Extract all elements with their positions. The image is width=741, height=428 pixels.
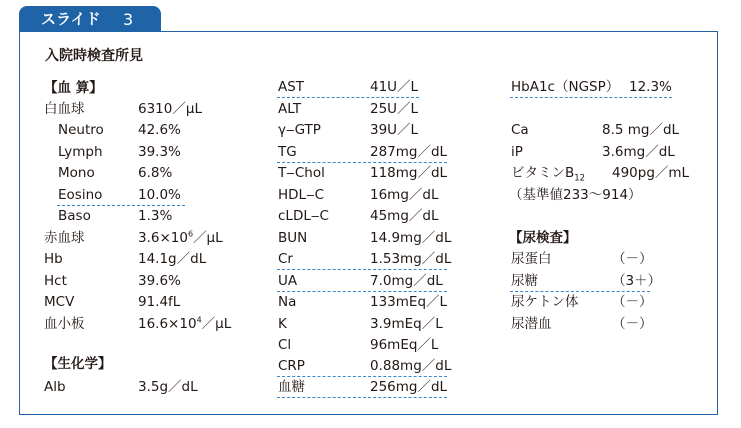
abnormal-underline	[277, 162, 447, 163]
test-name: ALT	[278, 101, 302, 117]
abnormal-underline	[277, 97, 419, 98]
test-name: cLDL‒C	[278, 208, 329, 224]
test-value: 3.6mg／dL	[602, 144, 675, 160]
test-value: 39.3%	[138, 144, 181, 160]
test-value: 1.3%	[138, 208, 173, 224]
test-name: MCV	[44, 294, 75, 310]
blood-count-header: 【血 算】	[44, 80, 103, 96]
test-name: Eosino	[58, 187, 103, 203]
test-name: Cl	[278, 337, 292, 353]
test-value: 39U／L	[370, 122, 419, 138]
test-name: AST	[278, 79, 305, 95]
urinalysis-header: 【尿検査】	[509, 230, 577, 246]
test-name: 血糖	[278, 379, 305, 395]
test-name: Na	[278, 294, 297, 310]
test-name: HbA1c（NGSP）	[511, 79, 620, 95]
test-value: 287mg／dL	[370, 144, 448, 160]
test-name: γ‒GTP	[278, 122, 321, 138]
test-name: Ca	[511, 122, 529, 138]
test-name: TG	[278, 144, 297, 160]
test-value: （3＋）	[612, 273, 662, 289]
test-name: 尿蛋白	[511, 251, 552, 267]
test-name: UA	[278, 273, 298, 289]
test-value: 7.0mg／dL	[370, 273, 443, 289]
test-name: Neutro	[58, 122, 104, 138]
test-name: 白血球	[44, 101, 85, 117]
test-value: 10.0%	[138, 187, 181, 203]
test-value: $16.6\times 10^4/\mu L$	[138, 315, 232, 332]
reference-range: （基準値233～914）	[509, 187, 642, 203]
test-name: Cr	[278, 251, 293, 267]
test-name: Hct	[44, 273, 67, 289]
test-value: 39.6%	[138, 273, 181, 289]
test-name: Hb	[44, 251, 63, 267]
abnormal-underline	[510, 97, 672, 98]
test-name: 尿糖	[511, 273, 538, 289]
abnormal-underline	[277, 376, 447, 377]
test-value: 8.5 mg／dL	[602, 122, 680, 138]
test-name: BUN	[278, 230, 308, 246]
test-value: 118mg／dL	[370, 165, 448, 181]
test-value: 45mg／dL	[370, 208, 439, 224]
test-value: （－）	[612, 251, 653, 267]
abnormal-underline	[277, 397, 447, 398]
test-value: 6310／μL	[138, 101, 202, 117]
test-name: ビタミン$B_{12}$	[511, 165, 586, 184]
test-name: 尿ケトン体	[511, 294, 579, 310]
slide-label: スライド	[41, 10, 101, 28]
test-name: HDL‒C	[278, 187, 325, 203]
test-value: 0.88mg／dL	[370, 358, 452, 374]
test-value: 133mEq／L	[370, 294, 448, 310]
test-value: 41U／L	[370, 79, 419, 95]
test-name: Baso	[58, 208, 91, 224]
test-value: （－）	[612, 294, 653, 310]
test-name: 尿潜血	[511, 316, 552, 332]
test-value: 14.9mg／dL	[370, 230, 452, 246]
test-value: 256mg／dL	[370, 379, 448, 395]
test-value: 12.3%	[629, 79, 672, 95]
slide-number: 3	[123, 10, 134, 29]
test-value: 25U／L	[370, 101, 419, 117]
test-value: 3.9mEq／L	[370, 316, 443, 332]
test-name: T‒Chol	[278, 165, 325, 181]
test-value: 3.5g／dL	[138, 379, 198, 395]
test-value: 6.8%	[138, 165, 173, 181]
abnormal-underline	[57, 205, 185, 206]
abnormal-underline	[277, 291, 447, 292]
slide-tab	[19, 6, 161, 33]
test-value: 1.53mg／dL	[370, 251, 452, 267]
test-name: CRP	[278, 358, 305, 374]
test-value: （－）	[612, 316, 653, 332]
test-name: K	[278, 316, 287, 332]
abnormal-underline	[510, 291, 650, 292]
test-name: Mono	[58, 165, 95, 181]
test-value: 490pg／mL	[612, 165, 690, 181]
test-value: 96mEq／L	[370, 337, 439, 353]
page-title: 入院時検査所見	[45, 48, 143, 64]
test-name: 血小板	[44, 316, 85, 332]
test-name: 赤血球	[44, 230, 85, 246]
biochem-header: 【生化学】	[44, 356, 112, 372]
abnormal-underline	[277, 269, 447, 270]
test-name: iP	[511, 144, 523, 160]
test-name: Alb	[44, 379, 66, 395]
test-value: 14.1g／dL	[138, 251, 207, 267]
test-value: $3.6\times 10^6/\mu L$	[138, 229, 223, 246]
test-value: 16mg／dL	[370, 187, 439, 203]
test-value: 42.6%	[138, 122, 181, 138]
test-value: 91.4fL	[138, 294, 181, 310]
test-name: Lymph	[58, 144, 103, 160]
